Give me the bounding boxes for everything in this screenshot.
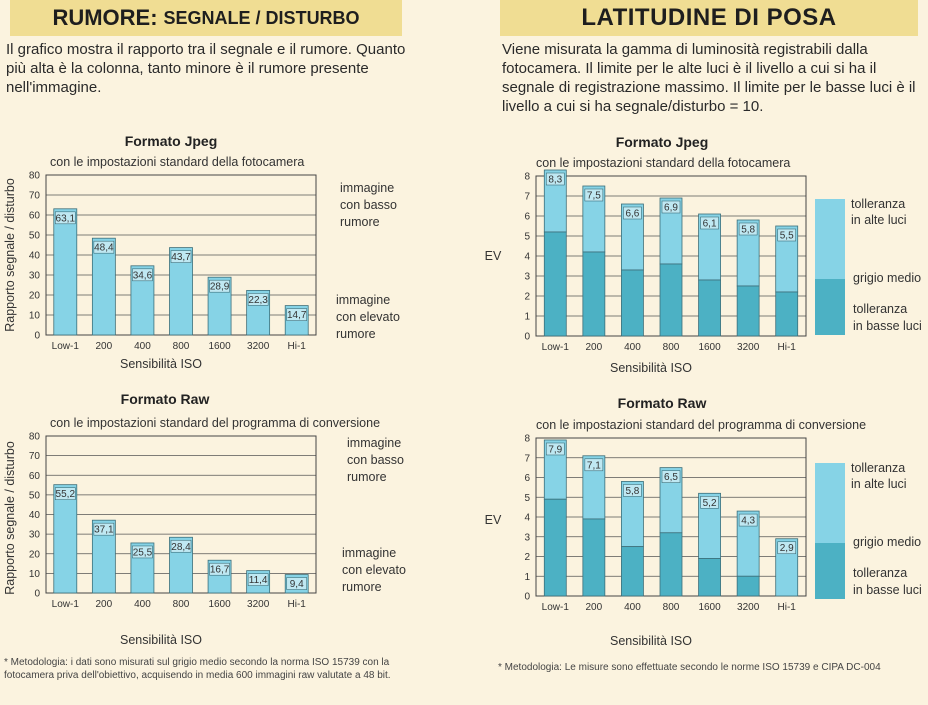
raw-low-noise-note bbox=[347, 436, 404, 484]
y-tick-label: 8 bbox=[524, 171, 530, 183]
chart-subtitle: con le impostazioni standard della fotocamera bbox=[50, 155, 305, 169]
y-tick-label: 1 bbox=[524, 311, 530, 323]
value-label: 55,2 bbox=[55, 489, 76, 501]
x-tick-label: 200 bbox=[585, 342, 603, 353]
bar-low-tolerance bbox=[660, 533, 682, 596]
bar-low-tolerance bbox=[544, 232, 566, 336]
y-tick-label: 0 bbox=[34, 588, 40, 600]
value-label: 6,5 bbox=[664, 472, 678, 484]
value-label: 43,7 bbox=[171, 252, 191, 264]
value-label: 28,4 bbox=[171, 541, 191, 553]
jpeg-ev-legend bbox=[815, 197, 922, 335]
x-tick-label: 1600 bbox=[698, 602, 721, 613]
noise-title: RUMORE: bbox=[52, 5, 158, 30]
x-tick-label: 400 bbox=[624, 602, 641, 613]
legend-high-line: in alte luci bbox=[851, 213, 907, 227]
jpeg-ev-chart bbox=[485, 134, 806, 375]
jpeg-high-noise-note bbox=[336, 293, 400, 341]
bar-low-tolerance bbox=[699, 558, 721, 596]
jpeg-low-noise-note-line: rumore bbox=[340, 215, 380, 229]
y-tick-label: 2 bbox=[524, 291, 530, 303]
jpeg-low-noise-note-line: immagine bbox=[340, 181, 395, 195]
value-label: 34,6 bbox=[132, 270, 153, 282]
y-tick-label: 30 bbox=[28, 529, 40, 541]
y-axis-label: Rapporto segnale / disturbo bbox=[3, 178, 17, 332]
y-axis-label: EV bbox=[484, 249, 502, 263]
legend-high-line: tolleranza bbox=[851, 197, 906, 211]
y-tick-label: 40 bbox=[28, 250, 40, 262]
y-tick-label: 2 bbox=[524, 552, 530, 563]
x-axis-label: Sensibilità ISO bbox=[610, 361, 692, 375]
chart-title: Formato Jpeg bbox=[124, 133, 218, 149]
value-label: 7,9 bbox=[548, 444, 563, 456]
value-label: 37,1 bbox=[94, 524, 114, 536]
value-label: 22,3 bbox=[248, 294, 268, 306]
y-tick-label: 50 bbox=[28, 490, 40, 502]
x-tick-label: Hi-1 bbox=[777, 342, 796, 353]
chart-subtitle: con le impostazioni standard del programma di conversione bbox=[50, 416, 381, 430]
value-label: 7,1 bbox=[586, 460, 601, 472]
x-tick-label: 3200 bbox=[247, 341, 270, 352]
value-label: 5,8 bbox=[741, 224, 756, 236]
y-tick-label: 70 bbox=[28, 190, 40, 202]
x-tick-label: Low-1 bbox=[51, 599, 79, 610]
chart-title: Formato Raw bbox=[120, 391, 210, 407]
bar-low-tolerance bbox=[621, 270, 643, 336]
legend-high-line: tolleranza bbox=[851, 461, 906, 475]
x-tick-label: 1600 bbox=[698, 342, 721, 353]
bar bbox=[54, 209, 77, 335]
x-tick-label: Hi-1 bbox=[777, 602, 796, 613]
y-tick-label: 7 bbox=[524, 453, 530, 465]
y-tick-label: 8 bbox=[524, 433, 530, 445]
x-tick-label: 3200 bbox=[247, 599, 270, 610]
y-tick-label: 5 bbox=[524, 231, 530, 243]
y-tick-label: 6 bbox=[524, 473, 530, 484]
legend-low-line: in basse luci bbox=[853, 583, 922, 597]
y-tick-label: 4 bbox=[524, 251, 530, 263]
bar-low-tolerance bbox=[583, 252, 605, 336]
value-label: 25,5 bbox=[132, 547, 153, 559]
value-label: 8,3 bbox=[548, 174, 563, 186]
y-tick-label: 7 bbox=[524, 191, 530, 203]
y-tick-label: 60 bbox=[28, 470, 40, 482]
noise-intro: Il grafico mostra il rapporto tra il segnale e il rumore. Quanto più alta è la colonna, tanto minore è il rumore presente nell'immagine. bbox=[6, 41, 406, 96]
x-tick-label: 400 bbox=[134, 599, 151, 610]
raw-snr-chart bbox=[3, 391, 380, 647]
value-label: 5,8 bbox=[625, 485, 640, 497]
y-tick-label: 40 bbox=[28, 510, 40, 521]
legend-low-line: tolleranza bbox=[853, 566, 908, 580]
y-tick-label: 5 bbox=[524, 492, 530, 504]
x-tick-label: 800 bbox=[172, 599, 190, 610]
y-tick-label: 4 bbox=[524, 512, 530, 524]
x-tick-label: Hi-1 bbox=[287, 599, 306, 610]
chart-title: Formato Raw bbox=[617, 395, 707, 411]
bar-low-tolerance bbox=[544, 499, 566, 596]
y-tick-label: 30 bbox=[28, 270, 40, 282]
y-axis-label: EV bbox=[484, 513, 502, 527]
legend-swatch-high bbox=[815, 199, 845, 279]
bar-low-tolerance bbox=[660, 264, 682, 336]
legend-swatch-high bbox=[815, 463, 845, 543]
y-tick-label: 80 bbox=[28, 170, 40, 182]
value-label: 48,4 bbox=[94, 242, 114, 254]
x-tick-label: 400 bbox=[134, 341, 151, 352]
bar-low-tolerance bbox=[737, 286, 759, 336]
value-label: 5,5 bbox=[779, 230, 794, 242]
value-label: 4,3 bbox=[741, 515, 756, 527]
jpeg-high-noise-note-line: immagine bbox=[336, 293, 391, 307]
y-tick-label: 50 bbox=[28, 230, 40, 242]
value-label: 6,9 bbox=[664, 202, 678, 214]
chart-subtitle: con le impostazioni standard della fotocamera bbox=[536, 156, 791, 170]
x-tick-label: 800 bbox=[662, 602, 680, 613]
raw-ev-chart bbox=[485, 395, 866, 648]
bar-low-tolerance bbox=[583, 519, 605, 596]
chart-title: Formato Jpeg bbox=[615, 134, 709, 150]
raw-ev-legend bbox=[815, 461, 922, 599]
latitude-intro: Viene misurata la gamma di luminosità registrabili dalla fotocamera. Il limite per le alte luci è il livello a cui si ha il segnale di registrazione massimo. Il limite per le basse luci è il livello a cui si ha segnale/disturbo = 10. bbox=[502, 41, 916, 115]
bar-low-tolerance bbox=[699, 280, 721, 336]
x-tick-label: 800 bbox=[172, 341, 190, 352]
x-tick-label: 3200 bbox=[737, 342, 760, 353]
bar-low-tolerance bbox=[621, 547, 643, 596]
y-tick-label: 6 bbox=[524, 211, 530, 223]
x-tick-label: 400 bbox=[624, 342, 641, 353]
raw-high-noise-note-line: con elevato bbox=[342, 563, 406, 577]
value-label: 5,2 bbox=[702, 497, 717, 509]
y-tick-label: 60 bbox=[28, 210, 40, 222]
value-label: 7,5 bbox=[586, 190, 601, 202]
noise-footnote: * Metodologia: i dati sono misurati sul grigio medio secondo la norma ISO 15739 con la fotocamera priva dell'obiettivo, acquisendo in media 600 immagini raw valutate a 48 bit. bbox=[4, 657, 391, 681]
raw-high-noise-note-line: immagine bbox=[342, 546, 397, 560]
value-label: 11,4 bbox=[248, 575, 268, 587]
y-axis-label: Rapporto segnale / disturbo bbox=[3, 441, 17, 595]
x-tick-label: Low-1 bbox=[51, 341, 79, 352]
x-tick-label: 200 bbox=[95, 341, 113, 352]
y-tick-label: 1 bbox=[524, 571, 530, 583]
jpeg-high-noise-note-line: rumore bbox=[336, 327, 376, 341]
x-axis-label: Sensibilità ISO bbox=[120, 357, 202, 371]
value-label: 63,1 bbox=[55, 213, 76, 225]
value-label: 9,4 bbox=[289, 579, 304, 591]
chart-subtitle: con le impostazioni standard del programma di conversione bbox=[536, 418, 867, 432]
x-tick-label: 1600 bbox=[208, 599, 231, 610]
x-tick-label: 200 bbox=[95, 599, 113, 610]
value-label: 2,9 bbox=[779, 543, 794, 555]
x-tick-label: 800 bbox=[662, 342, 680, 353]
jpeg-low-noise-note-line: con basso bbox=[340, 198, 397, 212]
bar-low-tolerance bbox=[776, 292, 798, 336]
legend-swatch-low bbox=[815, 279, 845, 335]
value-label: 6,1 bbox=[702, 218, 717, 230]
jpeg-low-noise-note bbox=[340, 181, 397, 229]
value-label: 16,7 bbox=[209, 564, 230, 576]
raw-low-noise-note-line: immagine bbox=[347, 436, 402, 450]
value-label: 6,6 bbox=[625, 208, 640, 220]
y-tick-label: 80 bbox=[28, 431, 40, 443]
x-tick-label: Hi-1 bbox=[287, 341, 306, 352]
y-tick-label: 3 bbox=[524, 271, 530, 283]
y-tick-label: 20 bbox=[28, 290, 40, 302]
x-tick-label: 200 bbox=[585, 602, 603, 613]
raw-high-noise-note bbox=[342, 546, 406, 594]
latitude-title: LATITUDINE DI POSA bbox=[581, 4, 837, 31]
latitude-footnote: * Metodologia: Le misure sono effettuate secondo le norme ISO 15739 e CIPA DC-004 bbox=[498, 662, 881, 673]
noise-subtitle: SEGNALE / DISTURBO bbox=[163, 7, 360, 28]
y-tick-label: 0 bbox=[524, 331, 530, 343]
x-tick-label: Low-1 bbox=[541, 342, 569, 353]
legend-low-line: in basse luci bbox=[853, 319, 922, 333]
x-tick-label: 1600 bbox=[208, 341, 231, 352]
raw-high-noise-note-line: rumore bbox=[342, 580, 382, 594]
y-tick-label: 20 bbox=[28, 549, 40, 561]
bar-low-tolerance bbox=[737, 576, 759, 596]
legend-mid: grigio medio bbox=[853, 271, 922, 285]
y-tick-label: 10 bbox=[28, 310, 40, 322]
y-tick-label: 70 bbox=[28, 451, 40, 463]
y-tick-label: 0 bbox=[524, 591, 530, 603]
x-axis-label: Sensibilità ISO bbox=[120, 633, 202, 647]
legend-swatch-low bbox=[815, 543, 845, 599]
legend-high-line: in alte luci bbox=[851, 477, 907, 491]
jpeg-snr-chart bbox=[3, 133, 316, 371]
y-tick-label: 0 bbox=[34, 330, 40, 342]
legend-mid: grigio medio bbox=[853, 535, 922, 549]
bar bbox=[54, 485, 77, 593]
value-label: 28,9 bbox=[209, 281, 230, 293]
y-tick-label: 3 bbox=[524, 532, 530, 544]
value-label: 14,7 bbox=[286, 310, 307, 322]
raw-low-noise-note-line: con basso bbox=[347, 453, 404, 467]
legend-low-line: tolleranza bbox=[853, 302, 908, 316]
jpeg-high-noise-note-line: con elevato bbox=[336, 310, 400, 324]
x-tick-label: 3200 bbox=[737, 602, 760, 613]
y-tick-label: 10 bbox=[28, 568, 40, 580]
raw-low-noise-note-line: rumore bbox=[347, 470, 387, 484]
x-axis-label: Sensibilità ISO bbox=[610, 634, 692, 648]
x-tick-label: Low-1 bbox=[541, 602, 569, 613]
